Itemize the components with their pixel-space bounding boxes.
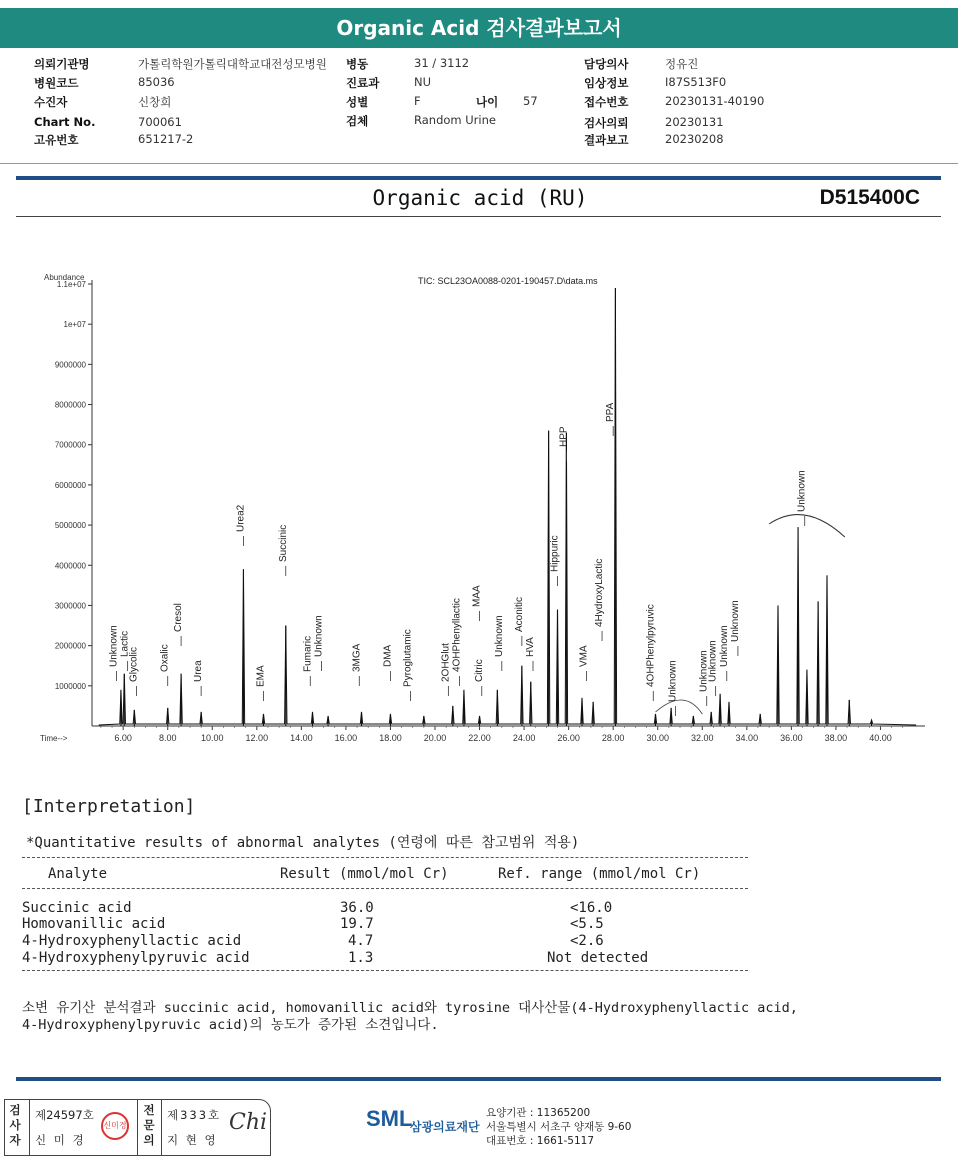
analyte-cell: Homovanillic acid — [22, 916, 166, 932]
interpretation-comment — [22, 1000, 922, 1034]
x-tick-label: 20.00 — [423, 733, 447, 743]
peak-annotation: Unknown — [493, 615, 505, 657]
annotation-brace — [656, 700, 703, 714]
peak-annotation: 4OHPhenylpyruvic — [645, 604, 657, 687]
comment-line-1: 소변 유기산 분석결과 succinic acid, homovanillic acid와 tyrosine 대사산물(4-Hydroxyphenyllactic acid, — [22, 1000, 798, 1016]
peak-annotation: Unknown — [313, 615, 325, 657]
x-tick-label: 34.00 — [735, 733, 759, 743]
peak-annotation: Succinic — [277, 524, 289, 562]
table-row — [0, 933, 958, 950]
institution-label: 의뢰기관명 — [34, 57, 90, 71]
organization-name: 삼광의료재단 — [410, 1120, 480, 1134]
analyte-cell: 4-Hydroxyphenyllactic acid — [22, 933, 242, 949]
column-result: Result (mmol/mol Cr) — [280, 866, 449, 882]
result-cell: 1.3 — [348, 950, 374, 966]
y-tick-label: 9000000 — [54, 360, 86, 370]
table-rule-top — [22, 857, 748, 858]
title-underline — [16, 216, 941, 217]
unique-no-value: 651217-2 — [138, 132, 194, 146]
x-tick-label: 12.00 — [245, 733, 269, 743]
peak-annotation: Unknown — [729, 600, 741, 642]
x-tick-label: 10.00 — [201, 733, 224, 743]
x-tick-label: 40.00 — [869, 733, 892, 743]
peak-annotation: PPA — [605, 402, 617, 422]
result-cell: 19.7 — [340, 916, 374, 932]
peak-annotation: Oxalic — [159, 644, 171, 672]
peak-annotation: VMA — [578, 645, 590, 667]
doctor-label: 담당의사 — [584, 57, 629, 71]
y-tick-label: 1.1e+07 — [56, 280, 86, 289]
report-code: D515400C — [819, 186, 920, 209]
sex-label: 성별 — [346, 95, 369, 109]
hospital-code-value: 85036 — [138, 75, 175, 89]
peak-annotation: 4OHPhenyllactic — [451, 598, 463, 672]
annotation-brace — [769, 515, 845, 537]
table-rule-bottom — [22, 970, 748, 971]
x-tick-label: 30.00 — [646, 733, 669, 743]
table-row — [0, 900, 958, 917]
phone: 대표번호 : 1661-5117 — [486, 1135, 595, 1147]
analyte-cell: Succinic acid — [22, 900, 132, 916]
y-tick-label: 6000000 — [54, 480, 86, 490]
analyte-cell: 4-Hydroxyphenylpyruvic acid — [22, 950, 250, 966]
y-tick-label: 4000000 — [54, 561, 86, 571]
x-tick-label: 6.00 — [114, 733, 132, 743]
result-cell: 4.7 — [348, 933, 374, 949]
peak-annotation: Urea2 — [235, 504, 247, 532]
quantitative-subheading: *Quantitative results of abnormal analytes (연령에 따른 참고범위 적용) — [26, 835, 580, 851]
x-tick-label: 14.00 — [290, 733, 313, 743]
peak-annotation: DMA — [382, 644, 394, 667]
column-ref-range: Ref. range (mmol/mol Cr) — [498, 866, 701, 882]
y-tick-label: 8000000 — [54, 400, 86, 410]
sml-logo: SML — [366, 1106, 413, 1131]
care-code: 요양기관 : 11365200 — [486, 1107, 591, 1119]
peak-annotation: HVA — [525, 637, 536, 657]
peak-annotation: Unknown — [707, 640, 719, 682]
peak-annotation: 2OHGlut — [440, 643, 452, 682]
ref-cell: Not detected — [547, 950, 649, 966]
x-tick-label: 26.00 — [557, 733, 580, 743]
peak-annotation: Cresol — [173, 603, 185, 632]
specialist-label: 전 문 의 — [143, 1103, 155, 1147]
sex-value: F — [414, 94, 421, 108]
peak-annotation: HPP — [558, 426, 570, 447]
peak-annotation: 3MGA — [351, 643, 363, 672]
tic-trace — [99, 288, 916, 725]
request-label: 검사의뢰 — [584, 116, 629, 130]
request-value: 20230131 — [665, 115, 724, 129]
specimen-value: Random Urine — [414, 113, 496, 127]
top-blue-rule — [16, 176, 941, 180]
x-axis-title: Time--> — [40, 734, 68, 743]
tic-label: TIC: SCL23OA0088-0201-190457.D\data.ms — [418, 276, 598, 286]
x-tick-label: 24.00 — [512, 733, 536, 743]
hospital-code-label: 병원코드 — [34, 76, 79, 90]
x-tick-label: 22.00 — [468, 733, 491, 743]
x-tick-label: 18.00 — [379, 733, 402, 743]
y-tick-label: 1000000 — [54, 681, 86, 691]
peak-annotation: Citric — [473, 659, 485, 682]
receipt-label: 접수번호 — [584, 95, 629, 109]
x-tick-label: 8.00 — [158, 733, 177, 743]
peak-annotation: Urea — [193, 660, 205, 682]
y-tick-label: 2000000 — [54, 641, 86, 651]
peak-annotation: Fumaric — [302, 635, 314, 672]
dept-label: 진료과 — [346, 76, 380, 90]
peak-annotation: Unknown — [108, 625, 120, 667]
comment-line-2: 4-Hydroxyphenylpyruvic acid)의 농도가 증가된 소견입니다. — [22, 1017, 439, 1033]
inspector-name: 신 미 경 — [35, 1133, 86, 1147]
clinical-value: I87S513F0 — [665, 75, 727, 89]
inspector-seal: 신미경 — [101, 1112, 129, 1140]
chart-no-label: Chart No. — [34, 115, 96, 129]
institution-value: 가톨릭학원가톨릭대학교대전성모병원 — [138, 57, 327, 71]
peak-annotation: Aconitic — [513, 596, 525, 632]
ref-cell: <2.6 — [570, 933, 604, 949]
organization-info — [486, 1106, 631, 1148]
bottom-blue-rule — [16, 1077, 941, 1081]
table-row — [0, 950, 958, 967]
patient-label: 수진자 — [34, 95, 68, 109]
report-header-title: Organic Acid 검사결과보고서 — [0, 8, 958, 48]
table-rule-mid — [22, 888, 748, 889]
age-value: 57 — [523, 94, 538, 108]
specialist-name: 지 현 영 — [167, 1133, 218, 1147]
x-tick-label: 36.00 — [780, 733, 803, 743]
x-tick-label: 28.00 — [601, 733, 625, 743]
peak-annotation: Unknown — [796, 470, 808, 512]
x-tick-label: 38.00 — [824, 733, 848, 743]
inspector-label: 검 사 자 — [9, 1103, 21, 1147]
ref-cell: <16.0 — [570, 900, 613, 916]
peak-annotation: Unknown — [667, 660, 679, 702]
peak-annotation: Lactic — [119, 630, 131, 657]
signature-box — [4, 1099, 271, 1156]
address: 서울특별시 서초구 양재동 9-60 — [486, 1121, 632, 1133]
chromatogram — [30, 262, 930, 752]
unique-no-label: 고유번호 — [34, 133, 79, 147]
peak-annotation: Unknown — [698, 650, 710, 692]
report-date-value: 20230208 — [665, 132, 724, 146]
y-tick-label: 3000000 — [54, 601, 86, 611]
y-axis-title: Abundance — [44, 273, 85, 282]
ward-value: 31 / 3112 — [414, 56, 470, 70]
doctor-value: 정유진 — [665, 57, 699, 71]
y-tick-label: 5000000 — [54, 521, 86, 531]
report-date-label: 결과보고 — [584, 133, 629, 147]
patient-value: 신창희 — [138, 95, 172, 109]
y-tick-label: 7000000 — [54, 440, 86, 450]
chart-no-value: 700061 — [138, 115, 182, 129]
ward-label: 병동 — [346, 57, 369, 71]
specimen-label: 검체 — [346, 114, 369, 128]
interpretation-heading: [Interpretation] — [22, 796, 196, 817]
age-label: 나이 — [476, 95, 499, 109]
clinical-label: 임상정보 — [584, 76, 629, 90]
receipt-value: 20230131-40190 — [665, 94, 765, 108]
y-tick-label: 1e+07 — [63, 320, 86, 330]
specialist-signature: Chi — [229, 1110, 268, 1135]
column-analyte: Analyte — [48, 866, 108, 882]
handwritten-annotations — [109, 402, 845, 716]
specialist-license: 제333호 — [167, 1108, 222, 1122]
inspector-license: 제24597호 — [35, 1108, 94, 1122]
dept-value: NU — [414, 75, 432, 89]
x-tick-label: 32.00 — [691, 733, 714, 743]
table-row — [0, 916, 958, 933]
header-divider — [0, 163, 958, 164]
peak-annotation: Hippuric — [549, 535, 561, 572]
peak-annotation: 4HydroxyLactic — [594, 558, 606, 627]
ref-cell: <5.5 — [570, 916, 604, 932]
peak-annotation: MAA — [471, 585, 483, 607]
peak-annotation: Glycolic — [128, 646, 140, 682]
peak-annotation: EMA — [255, 665, 267, 687]
x-tick-label: 16.00 — [334, 733, 358, 743]
peak-annotation: Pyroglutamic — [402, 629, 414, 687]
report-title: Organic acid (RU) — [372, 186, 588, 210]
result-cell: 36.0 — [340, 900, 374, 916]
peak-annotation: Unknown — [718, 625, 730, 667]
